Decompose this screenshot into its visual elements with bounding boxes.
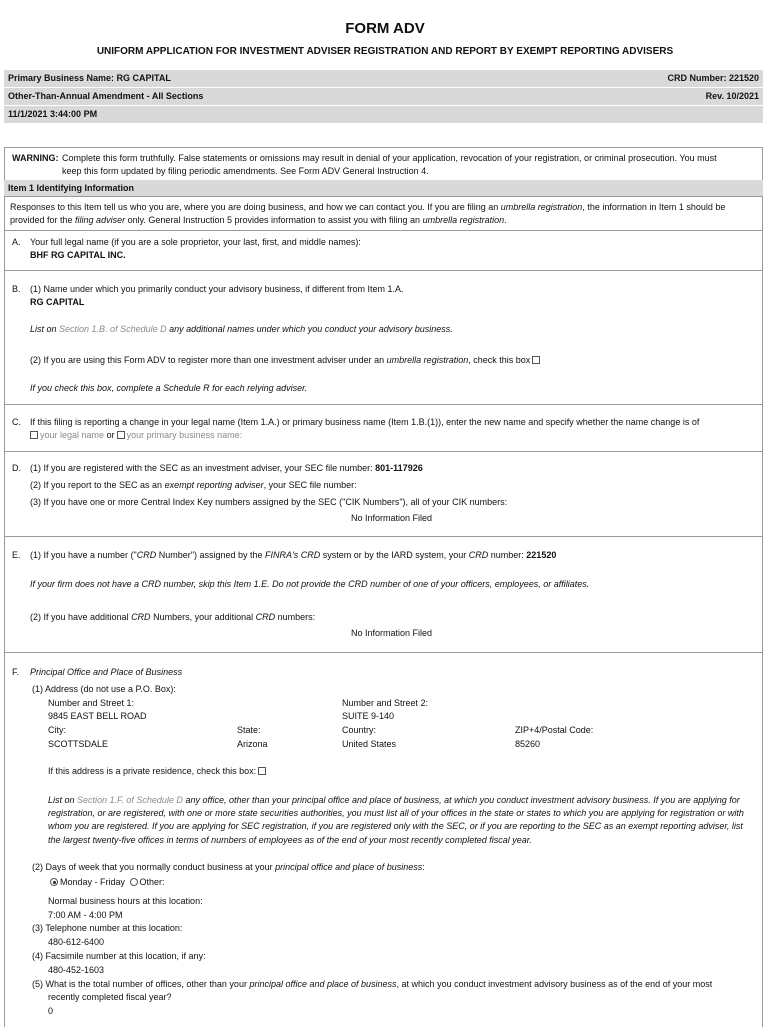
primary-business-name: Primary Business Name: RG CAPITAL bbox=[8, 73, 171, 83]
form-subtitle: UNIFORM APPLICATION FOR INVESTMENT ADVISER REGISTRATION AND REPORT BY EXEMPT REPORTING ADVISERS bbox=[96, 46, 674, 57]
item-b2-question: (2) If you are using this Form ADV to register more than one investment adviser under an umbrella registration, check this box bbox=[30, 355, 542, 366]
schedule-d-1b-link[interactable]: Section 1.B. of Schedule D bbox=[59, 324, 167, 334]
divider bbox=[4, 270, 763, 271]
item-b-schedule-note: List on Section 1.B. of Schedule D any additional names under which you conduct your advisory business. bbox=[30, 324, 453, 334]
form-revision: Rev. 10/2021 bbox=[705, 91, 759, 101]
state-label: State: bbox=[237, 725, 261, 735]
divider bbox=[4, 536, 763, 537]
monday-friday-radio[interactable] bbox=[50, 878, 58, 886]
umbrella-registration-checkbox[interactable] bbox=[532, 356, 540, 364]
private-residence-checkbox[interactable] bbox=[258, 767, 266, 775]
item-b-letter: B. bbox=[12, 284, 21, 294]
item1-intro-line2: provided for the filing adviser only. General Instruction 5 provides information to assist you with filing an umbrella registration. bbox=[10, 215, 507, 225]
amendment-bar bbox=[4, 88, 763, 105]
item-c-letter: C. bbox=[12, 417, 21, 427]
business-days-options: Monday - Friday Other: bbox=[48, 877, 165, 888]
city-label: City: bbox=[48, 725, 66, 735]
timestamp-bar bbox=[4, 106, 763, 123]
divider bbox=[4, 404, 763, 405]
item-d2-question: (2) If you report to the SEC as an exempt reporting adviser, your SEC file number: bbox=[30, 480, 357, 490]
item-f-letter: F. bbox=[12, 667, 20, 677]
item-e2-question: (2) If you have additional CRD Numbers, your additional CRD numbers: bbox=[30, 612, 316, 622]
city-value: SCOTTSDALE bbox=[48, 739, 109, 749]
cik-no-information: No Information Filed bbox=[351, 513, 433, 523]
item-d1-question: (1) If you are registered with the SEC as an investment adviser, your SEC file number: 801-117926 bbox=[30, 463, 423, 473]
item-e-note: If your firm does not have a CRD number, skip this Item 1.E. Do not provide the CRD number of one of your officers, employees, or affiliates. bbox=[30, 579, 590, 589]
item-f4-question: (4) Facsimile number at this location, if any: bbox=[32, 951, 206, 961]
filing-timestamp: 11/1/2021 3:44:00 PM bbox=[8, 109, 98, 119]
business-name-change-checkbox[interactable] bbox=[117, 431, 125, 439]
office-count-value: 0 bbox=[48, 1006, 54, 1016]
item-f3-question: (3) Telephone number at this location: bbox=[32, 923, 183, 933]
crd-number: CRD Number: 221520 bbox=[667, 73, 759, 83]
street1-value: 9845 EAST BELL ROAD bbox=[48, 711, 147, 721]
crd-number-value: 221520 bbox=[526, 550, 557, 560]
item-a-letter: A. bbox=[12, 237, 21, 247]
sec-file-number: 801-117926 bbox=[375, 463, 423, 473]
warning-text-line2: keep this form updated by filing periodic amendments. See Form ADV General Instruction 4. bbox=[62, 166, 429, 176]
item-f5-question-line2: recently completed fiscal year? bbox=[48, 992, 172, 1002]
private-residence-question: If this address is a private residence, check this box: bbox=[48, 766, 268, 777]
item-e1-question: (1) If you have a number ("CRD Number") assigned by the FINRA's CRD system or by the IARD system, your CRD number: 221520 bbox=[30, 550, 557, 560]
legal-name-change-checkbox[interactable] bbox=[30, 431, 38, 439]
item-e-letter: E. bbox=[12, 550, 21, 560]
item-f2-question: (2) Days of week that you normally conduct business at your principal office and place of business: bbox=[32, 862, 425, 872]
item-f1-question: (1) Address (do not use a P.O. Box): bbox=[32, 684, 176, 694]
item1-intro-line1: Responses to this Item tell us who you are, where you are doing business, and how we can contact you. If you are filing an umbrella registration, the information in Item 1 should be bbox=[10, 202, 726, 212]
item-f-schedule-note-line2: registration, or are registered, with one or more state securities authorities, you must list all of your offices in the state or states to which you are applying for registration or with bbox=[48, 808, 744, 818]
item-b2-note: If you check this box, complete a Schedule R for each relying adviser. bbox=[30, 383, 308, 393]
business-hours-label: Normal business hours at this location: bbox=[48, 896, 203, 906]
divider bbox=[4, 451, 763, 452]
primary-business-bar bbox=[4, 70, 763, 87]
item-c-options: your legal name or your primary business name: bbox=[28, 430, 242, 441]
divider bbox=[4, 196, 763, 197]
item1-heading: Item 1 Identifying Information bbox=[4, 180, 763, 196]
item-f-heading: Principal Office and Place of Business bbox=[30, 667, 183, 677]
street2-label: Number and Street 2: bbox=[342, 698, 429, 708]
item-c-question: If this filing is reporting a change in your legal name (Item 1.A.) or primary business name (Item 1.B.(1)), enter the new name and specify whether the name change is of bbox=[30, 417, 700, 427]
item-f-schedule-note-line4: the largest twenty-five offices in terms of numbers of employees as of the end of your most recently completed fiscal year. bbox=[48, 835, 532, 845]
business-hours-value: 7:00 AM - 4:00 PM bbox=[48, 910, 123, 920]
additional-crd-no-information: No Information Filed bbox=[351, 628, 433, 638]
item-a-question: Your full legal name (if you are a sole proprietor, your last, first, and middle names): bbox=[30, 237, 361, 247]
legal-name-value: BHF RG CAPITAL INC. bbox=[30, 250, 126, 260]
country-value: United States bbox=[342, 739, 397, 749]
warning-text-line1: Complete this form truthfully. False statements or omissions may result in denial of your application, revocation of your registration, or criminal prosecution. You must bbox=[62, 153, 717, 163]
amendment-type: Other-Than-Annual Amendment - All Sections bbox=[8, 91, 204, 101]
form-title: FORM ADV bbox=[345, 20, 425, 37]
divider bbox=[4, 652, 763, 653]
business-name-value: RG CAPITAL bbox=[30, 297, 85, 307]
zip-value: 85260 bbox=[515, 739, 541, 749]
item-d3-question: (3) If you have one or more Central Index Key numbers assigned by the SEC ("CIK Numbers"), all of your CIK numbers: bbox=[30, 497, 508, 507]
item-d-letter: D. bbox=[12, 463, 21, 473]
divider bbox=[4, 230, 763, 231]
item-b1-question: (1) Name under which you primarily conduct your advisory business, if different from Item 1.A. bbox=[30, 284, 404, 294]
item-f-schedule-note-line3: whom you are registered. If you are applying for SEC registration, if you are registered only with the SEC, or if you are reporting to the SEC as an exempt reporting adviser, list bbox=[48, 821, 743, 831]
state-value: Arizona bbox=[237, 739, 268, 749]
fax-value: 480-452-1603 bbox=[48, 965, 105, 975]
item-f-schedule-note-line1: List on Section 1.F. of Schedule D any office, other than your principal office and place of business, at which you conduct investment advisory business. If you are applying for bbox=[48, 795, 740, 805]
other-days-radio[interactable] bbox=[130, 878, 138, 886]
country-label: Country: bbox=[342, 725, 377, 735]
street2-value: SUITE 9-140 bbox=[342, 711, 395, 721]
street1-label: Number and Street 1: bbox=[48, 698, 135, 708]
item-f5-question-line1: (5) What is the total number of offices, other than your principal office and place of business, at which you conduct investment advisory business as of the end of your most bbox=[32, 979, 713, 989]
schedule-d-1f-link[interactable]: Section 1.F. of Schedule D bbox=[77, 795, 183, 805]
zip-label: ZIP+4/Postal Code: bbox=[515, 725, 594, 735]
warning-label: WARNING: bbox=[12, 153, 59, 163]
telephone-value: 480-612-6400 bbox=[48, 937, 105, 947]
